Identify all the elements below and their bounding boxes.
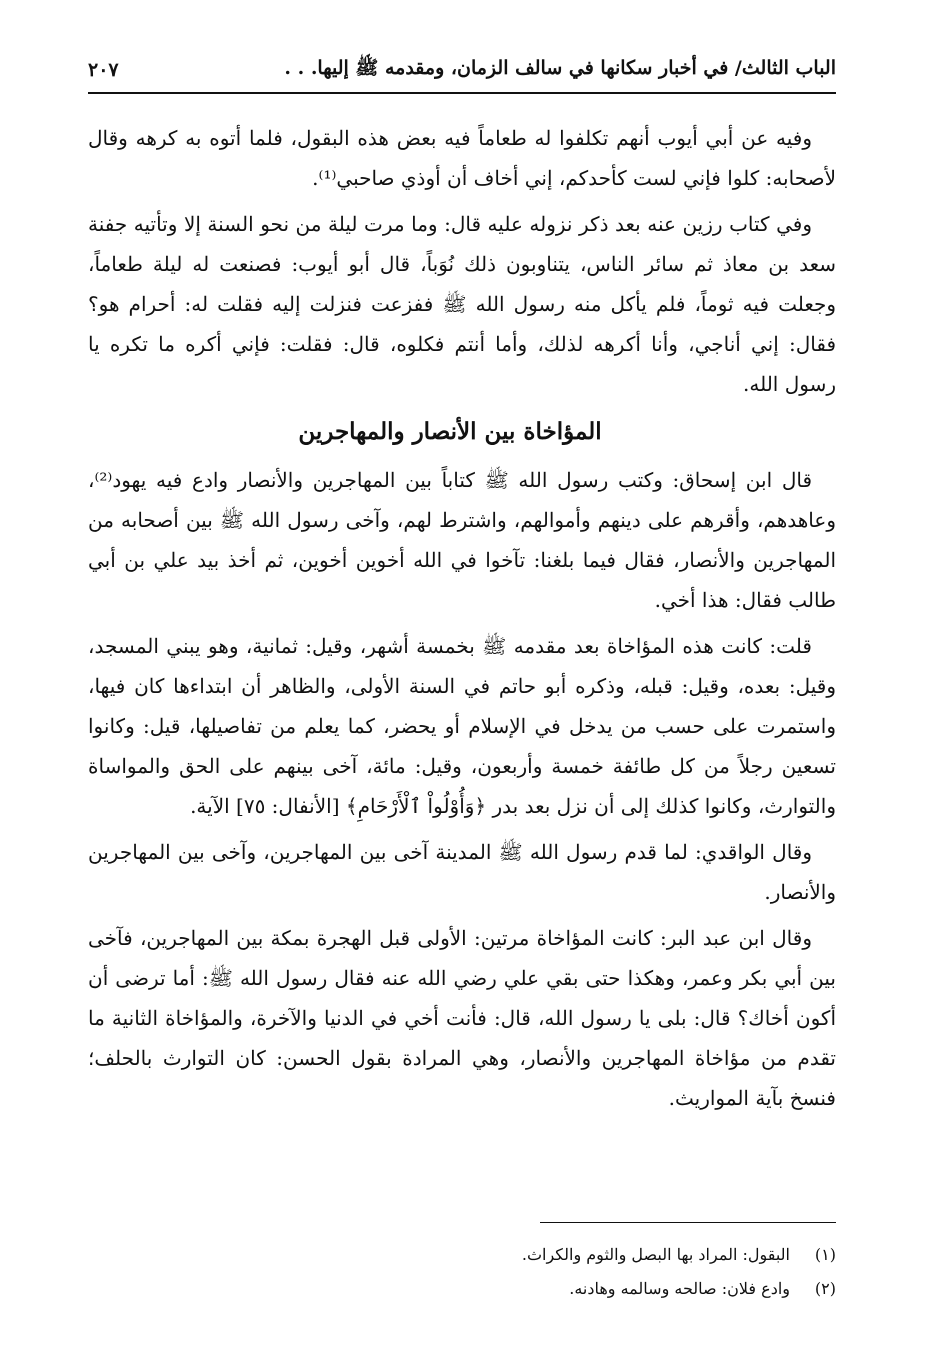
paragraph: وفي كتاب رزين عنه بعد ذكر نزوله عليه قال: وما مرت ليلة من نحو السنة إلا وتأتيه جفنة سعد بن معاذ ثم سائر الناس، يتناوبون ذلك نُوَباً، قال أبو أيوب: فصنعت له ليلة طعاماً، وجعلت فيه ثوماً، فلم يأكل منه رسول الله ﷺ ففزعت فنزلت إليه فقلت له: أحرام هو؟ فقال: إني أناجي، وأنا أكرهه لذلك، وأما أنتم فكلوه، قال: فقلت: فإني أكره ما تكره يا رسول الله. bbox=[88, 212, 836, 396]
paragraph: قال ابن إسحاق: وكتب رسول الله ﷺ كتاباً بين المهاجرين والأنصار وادع فيه يهود⁽²⁾، وعاهدهم، وأقرهم على دينهم وأموالهم، واشترط لهم، وآخى رسول الله ﷺ بين أصحابه من المهاجرين والأنصار، فقال فيما بلغنا: تآخوا في الله أخوين أخوين، ثم أخذ بيد علي بن أبي طالب فقال: هذا أخي. bbox=[88, 468, 836, 612]
footnotes bbox=[88, 1238, 836, 1306]
page-number: ٢٠٧ bbox=[88, 59, 119, 81]
footnote-item bbox=[88, 1272, 836, 1306]
paragraph: وفيه عن أبي أيوب أنهم تكلفوا له طعاماً فيه بعض هذه البقول، فلما أتوه به كرهه وقال لأصحابه: كلوا فإني لست كأحدكم، إني أخاف أن أوذي صاحبي⁽¹⁾. bbox=[88, 126, 836, 190]
footnote-item bbox=[88, 1238, 836, 1272]
footnote-divider bbox=[540, 1222, 836, 1223]
main-text bbox=[88, 118, 836, 1124]
section-heading: المؤاخاة بين الأنصار والمهاجرين bbox=[298, 418, 602, 445]
running-header bbox=[88, 52, 836, 88]
header-title: الباب الثالث/ في أخبار سكانها في سالف الزمان، ومقدمه ﷺ إليها. . . bbox=[284, 57, 836, 79]
footnote-number: (١) bbox=[814, 1245, 836, 1264]
paragraph: وقال الواقدي: لما قدم رسول الله ﷺ المدينة آخى بين المهاجرين، وآخى بين المهاجرين والأنصار. bbox=[88, 840, 836, 904]
footnote-text: وادع فلان: صالحه وسالمه وهادنه. bbox=[569, 1279, 790, 1298]
footnote-text: البقول: المراد بها البصل والثوم والكراث. bbox=[521, 1245, 790, 1264]
footnote-number: (٢) bbox=[814, 1279, 836, 1298]
paragraph: قلت: كانت هذه المؤاخاة بعد مقدمه ﷺ بخمسة أشهر، وقيل: ثمانية، وهو يبني المسجد، وقيل: بعده، وقيل: قبله، وذكره أبو حاتم في السنة الأولى، والظاهر أن ابتداءها كان فيها، واستمرت على حسب من يدخل في الإسلام أو يحضر، كما يعلم من تفاصيلها، قيل: وكانوا تسعين رجلاً من كل طائفة خمسة وأربعون، وقيل: مائة، آخى بينهم على الحق والمواساة والتوارث، وكانوا كذلك إلى أن نزل بعد بدر ﴿وَأُوْلُواْ ٱلْأَرْحَامِ﴾ [الأنفال: ٧٥] الآية. bbox=[88, 634, 836, 818]
header-divider bbox=[88, 92, 836, 94]
paragraph: وقال ابن عبد البر: كانت المؤاخاة مرتين: الأولى قبل الهجرة بمكة بين المهاجرين، فآخى بين أبي بكر وعمر، وهكذا حتى بقي علي رضي الله عنه فقال رسول الله ﷺ: أما ترضى أن أكون أخاك؟ قال: بلى يا رسول الله، قال: فأنت أخي في الدنيا والآخرة، والمؤاخاة الثانية ما تقدم من مؤاخاة المهاجرين والأنصار، وهي المرادة بقول الحسن: كان التوارث بالحلف؛ فنسخ بآية المواريث. bbox=[88, 926, 836, 1110]
